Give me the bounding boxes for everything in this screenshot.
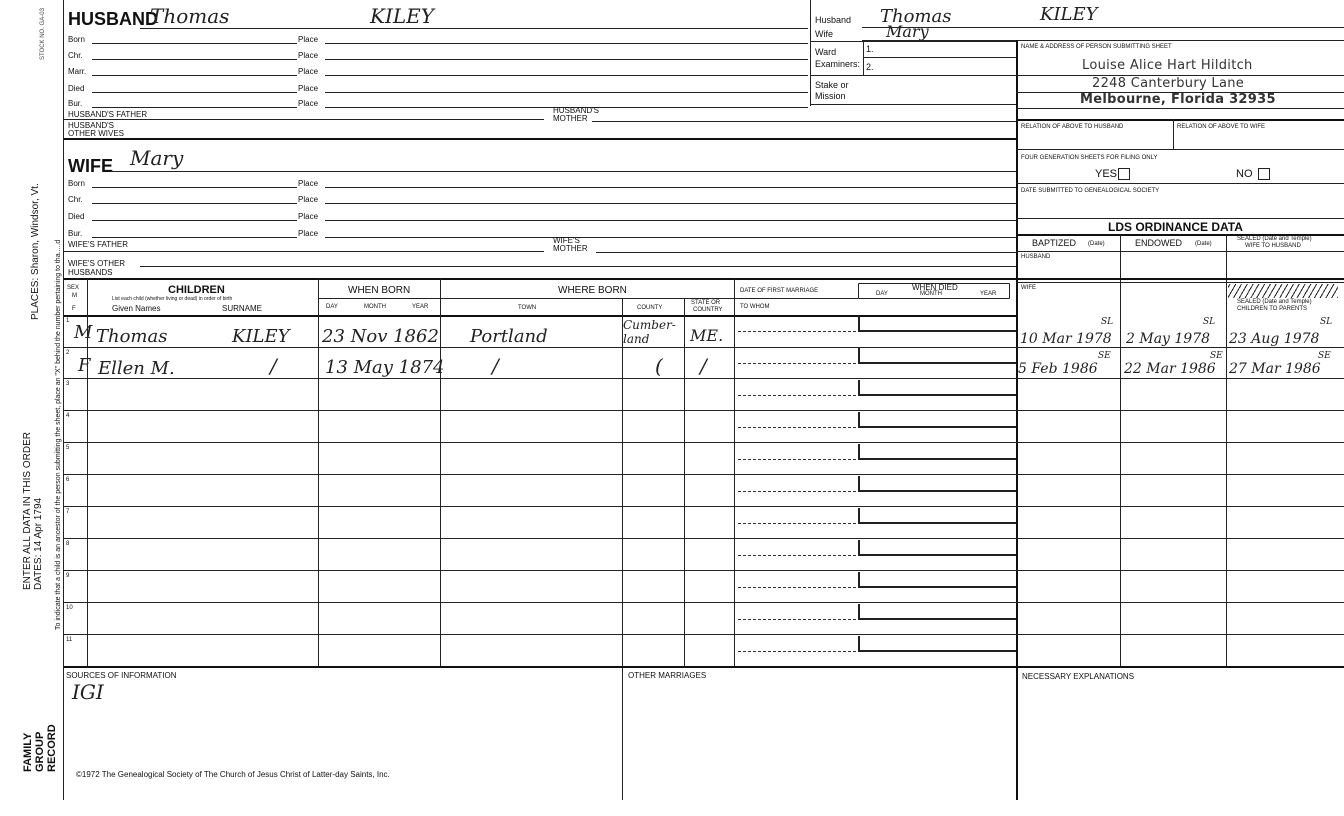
lds-wife-label: WIFE bbox=[1021, 285, 1036, 291]
sources-label: SOURCES OF INFORMATION bbox=[66, 671, 177, 680]
child-state[interactable]: / bbox=[700, 354, 707, 378]
child-baptized-code[interactable]: SL bbox=[1101, 317, 1114, 327]
date-submitted-label: DATE SUBMITTED TO GENEALOGICAL SOCIETY bbox=[1021, 188, 1160, 194]
row-number: 2 bbox=[66, 350, 70, 356]
first-marriage-label: DATE OF FIRST MARRIAGE bbox=[740, 288, 819, 294]
where-born-heading: WHERE BORN bbox=[558, 285, 627, 296]
wife-chr-label: Chr. bbox=[68, 195, 83, 204]
margin-rule bbox=[63, 0, 64, 800]
form-title-1: FAMILY bbox=[22, 732, 34, 772]
child-county[interactable]: Cumber-land bbox=[623, 318, 676, 346]
wife-father-label: WIFE'S FATHER bbox=[68, 240, 129, 249]
husband-bur-place-label: Place bbox=[298, 99, 319, 108]
surname-label: SURNAME bbox=[222, 304, 263, 313]
header-husband-surname[interactable]: KILEY bbox=[1040, 4, 1098, 25]
lds-husband-label: HUSBAND bbox=[1021, 254, 1051, 260]
child-given[interactable]: Thomas bbox=[96, 326, 168, 347]
husband-surname[interactable]: KILEY bbox=[370, 4, 434, 28]
child-sex[interactable]: F bbox=[78, 355, 91, 376]
husband-chr-place-label: Place bbox=[298, 51, 319, 60]
lds-title: LDS ORDINANCE DATA bbox=[1108, 220, 1243, 234]
wife-chr-place-label: Place bbox=[298, 195, 319, 204]
form-title-2: GROUP bbox=[34, 731, 46, 772]
header-wife-given[interactable]: Mary bbox=[886, 22, 929, 41]
header-husband-given[interactable]: Thomas bbox=[880, 6, 952, 27]
stake-label-2: Mission bbox=[815, 91, 846, 101]
copyright: ©1972 The Genealogical Society of The Church of Jesus Christ of Latter-day Saints, Inc. bbox=[76, 770, 390, 779]
child-endowed[interactable]: 2 May 1978 bbox=[1126, 331, 1211, 347]
header-wife-label: Wife bbox=[815, 29, 833, 39]
wife-bur-place-label: Place bbox=[298, 229, 319, 238]
hatched-block bbox=[1228, 284, 1338, 298]
wife-other-label-2: HUSBANDS bbox=[68, 268, 113, 277]
child-born[interactable]: 23 Nov 1862 bbox=[322, 326, 439, 347]
husband-born-label: Born bbox=[68, 35, 85, 44]
sex-f-label: F bbox=[72, 306, 76, 312]
row-number: 9 bbox=[66, 573, 70, 579]
children-instruction: List each child (whether living or dead) in order of birth bbox=[112, 296, 233, 302]
row-number: 1 bbox=[66, 318, 70, 324]
child-sealed[interactable]: 27 Mar 1986 bbox=[1229, 361, 1321, 377]
relation-wife-label: RELATION OF ABOVE TO WIFE bbox=[1177, 124, 1266, 130]
submitter-street[interactable]: 2248 Canterbury Lane bbox=[1092, 76, 1245, 91]
ward-number: 1. bbox=[866, 44, 874, 54]
born-year-label: YEAR bbox=[412, 304, 429, 310]
town-label: TOWN bbox=[518, 305, 537, 311]
child-sex[interactable]: M bbox=[74, 322, 93, 343]
four-gen-yes-label: YES bbox=[1095, 168, 1118, 180]
dates-note: DATES: 14 Apr 1794 bbox=[33, 497, 44, 590]
wife-born-place-label: Place bbox=[298, 179, 319, 188]
sealed-children-label-2: CHILDREN TO PARENTS bbox=[1237, 306, 1308, 312]
row-number: 8 bbox=[66, 541, 70, 547]
row-number: 11 bbox=[66, 637, 73, 643]
child-baptized-code[interactable]: SE bbox=[1098, 351, 1111, 361]
wife-bur-label: Bur. bbox=[68, 229, 83, 238]
ancestor-note: To indicate that a child is an ancestor of the person submitting the sheet, place an "X" behind the number pertaining to tha.....d bbox=[55, 239, 62, 630]
row-number: 10 bbox=[66, 605, 73, 611]
examiners-number: 2. bbox=[866, 62, 874, 72]
when-died-heading: WHEN DIED bbox=[912, 283, 958, 292]
sex-label: SEX bbox=[67, 285, 80, 291]
wife-mother-label-1: WIFE'S bbox=[553, 236, 580, 245]
form-title-3: RECORD bbox=[46, 724, 58, 772]
child-endowed-code[interactable]: SL bbox=[1203, 317, 1216, 327]
wife-heading: WIFE bbox=[68, 156, 113, 176]
husband-given[interactable]: Thomas bbox=[150, 4, 230, 28]
husband-marr-label: Marr. bbox=[68, 67, 87, 76]
four-gen-no-label: NO bbox=[1236, 168, 1253, 180]
other-marriages-label: OTHER MARRIAGES bbox=[628, 671, 707, 680]
when-born-heading: WHEN BORN bbox=[348, 285, 411, 296]
husband-father-label: HUSBAND'S FATHER bbox=[68, 110, 148, 119]
died-day-label: DAY bbox=[876, 291, 888, 297]
child-endowed-code[interactable]: SE bbox=[1210, 351, 1223, 361]
wife-other-label-1: WIFE'S OTHER bbox=[68, 259, 126, 268]
child-given[interactable]: Ellen M. bbox=[98, 358, 175, 379]
husband-died-place-label: Place bbox=[298, 84, 319, 93]
given-names-label: Given Names bbox=[112, 304, 161, 313]
child-baptized[interactable]: 5 Feb 1986 bbox=[1018, 361, 1098, 377]
husband-other-wives-label-1: HUSBAND'S bbox=[68, 121, 114, 130]
husband-marr-place-label: Place bbox=[298, 67, 319, 76]
four-gen-label: FOUR GENERATION SHEETS FOR FILING ONLY bbox=[1021, 155, 1158, 161]
child-sealed-code[interactable]: SL bbox=[1320, 317, 1333, 327]
enter-order-note: ENTER ALL DATA IN THIS ORDER bbox=[22, 432, 33, 590]
when-died-box bbox=[858, 283, 1010, 299]
child-endowed[interactable]: 22 Mar 1986 bbox=[1124, 361, 1216, 377]
child-town[interactable]: Portland bbox=[470, 326, 548, 347]
wife-mother-label-2: MOTHER bbox=[553, 244, 588, 253]
children-heading: CHILDREN bbox=[168, 284, 225, 296]
submitter-label: NAME & ADDRESS OF PERSON SUBMITTING SHEET bbox=[1021, 44, 1172, 50]
husband-chr-label: Chr. bbox=[68, 51, 83, 60]
sealed-children-label-1: SEALED (Date and Temple) bbox=[1237, 299, 1312, 305]
child-town[interactable]: / bbox=[492, 354, 499, 378]
husband-name-line bbox=[140, 28, 808, 29]
examiners-label: Examiners: bbox=[815, 59, 861, 69]
sex-m-label: M bbox=[72, 293, 77, 299]
endowed-sub: (Date) bbox=[1195, 241, 1212, 247]
four-gen-no-checkbox[interactable] bbox=[1258, 168, 1270, 180]
child-born[interactable]: 13 May 1874 bbox=[325, 357, 445, 378]
to-whom-label: TO WHOM bbox=[740, 304, 770, 310]
row-number: 5 bbox=[66, 445, 70, 451]
born-day-label: DAY bbox=[326, 304, 338, 310]
submitter-name[interactable]: Louise Alice Hart Hilditch bbox=[1082, 58, 1253, 73]
state-label-2: COUNTRY bbox=[693, 307, 723, 313]
sources-value[interactable]: IGI bbox=[72, 680, 104, 704]
stake-label-1: Stake or bbox=[815, 80, 849, 90]
husband-mother-label-1: HUSBAND'S bbox=[553, 106, 599, 115]
child-sealed-code[interactable]: SE bbox=[1318, 351, 1331, 361]
four-gen-yes-checkbox[interactable] bbox=[1118, 168, 1130, 180]
sealed-wife-label-1: SEALED (Date and Temple) bbox=[1237, 236, 1312, 242]
child-state[interactable]: ME. bbox=[690, 326, 724, 345]
died-year-label: YEAR bbox=[980, 291, 997, 297]
ward-label: Ward bbox=[815, 47, 837, 57]
submitter-city[interactable]: Melbourne, Florida 32935 bbox=[1080, 92, 1276, 107]
child-surname[interactable]: / bbox=[270, 354, 277, 378]
child-county[interactable]: ( bbox=[655, 354, 663, 378]
born-month-label: MONTH bbox=[364, 304, 386, 310]
wife-died-place-label: Place bbox=[298, 212, 319, 221]
state-label-1: STATE OR bbox=[691, 300, 721, 306]
died-month-label: MONTH bbox=[920, 291, 942, 297]
husband-died-label: Died bbox=[68, 84, 85, 93]
sealed-wife-label-2: WIFE TO HUSBAND bbox=[1245, 243, 1301, 249]
header-husband-label: Husband bbox=[815, 15, 852, 25]
row-number: 6 bbox=[66, 477, 70, 483]
baptized-label: BAPTIZED bbox=[1032, 238, 1077, 248]
row-number: 4 bbox=[66, 413, 70, 419]
child-surname[interactable]: KILEY bbox=[232, 326, 290, 347]
husband-other-wives-label-2: OTHER WIVES bbox=[68, 129, 125, 138]
child-sealed[interactable]: 23 Aug 1978 bbox=[1229, 331, 1320, 347]
county-label: COUNTY bbox=[637, 305, 663, 311]
husband-born-place-label: Place bbox=[298, 35, 319, 44]
explanations-label: NECESSARY EXPLANATIONS bbox=[1022, 672, 1135, 681]
husband-mother-label-2: MOTHER bbox=[553, 114, 588, 123]
row-number: 7 bbox=[66, 509, 70, 515]
baptized-sub: (Date) bbox=[1088, 241, 1105, 247]
endowed-label: ENDOWED bbox=[1135, 238, 1182, 248]
places-note: PLACES: Sharon, Windsor, Vt. bbox=[30, 183, 41, 320]
stock-number: STOCK NO. GA-03 bbox=[40, 8, 46, 60]
wife-born-label: Born bbox=[68, 179, 85, 188]
row-number: 3 bbox=[66, 381, 70, 387]
wife-died-label: Died bbox=[68, 212, 85, 221]
wife-given[interactable]: Mary bbox=[130, 146, 184, 170]
child-baptized[interactable]: 10 Mar 1978 bbox=[1020, 331, 1112, 347]
relation-husband-label: RELATION OF ABOVE TO HUSBAND bbox=[1021, 124, 1124, 130]
husband-heading: HUSBAND bbox=[68, 9, 158, 29]
husband-bur-label: Bur. bbox=[68, 99, 83, 108]
